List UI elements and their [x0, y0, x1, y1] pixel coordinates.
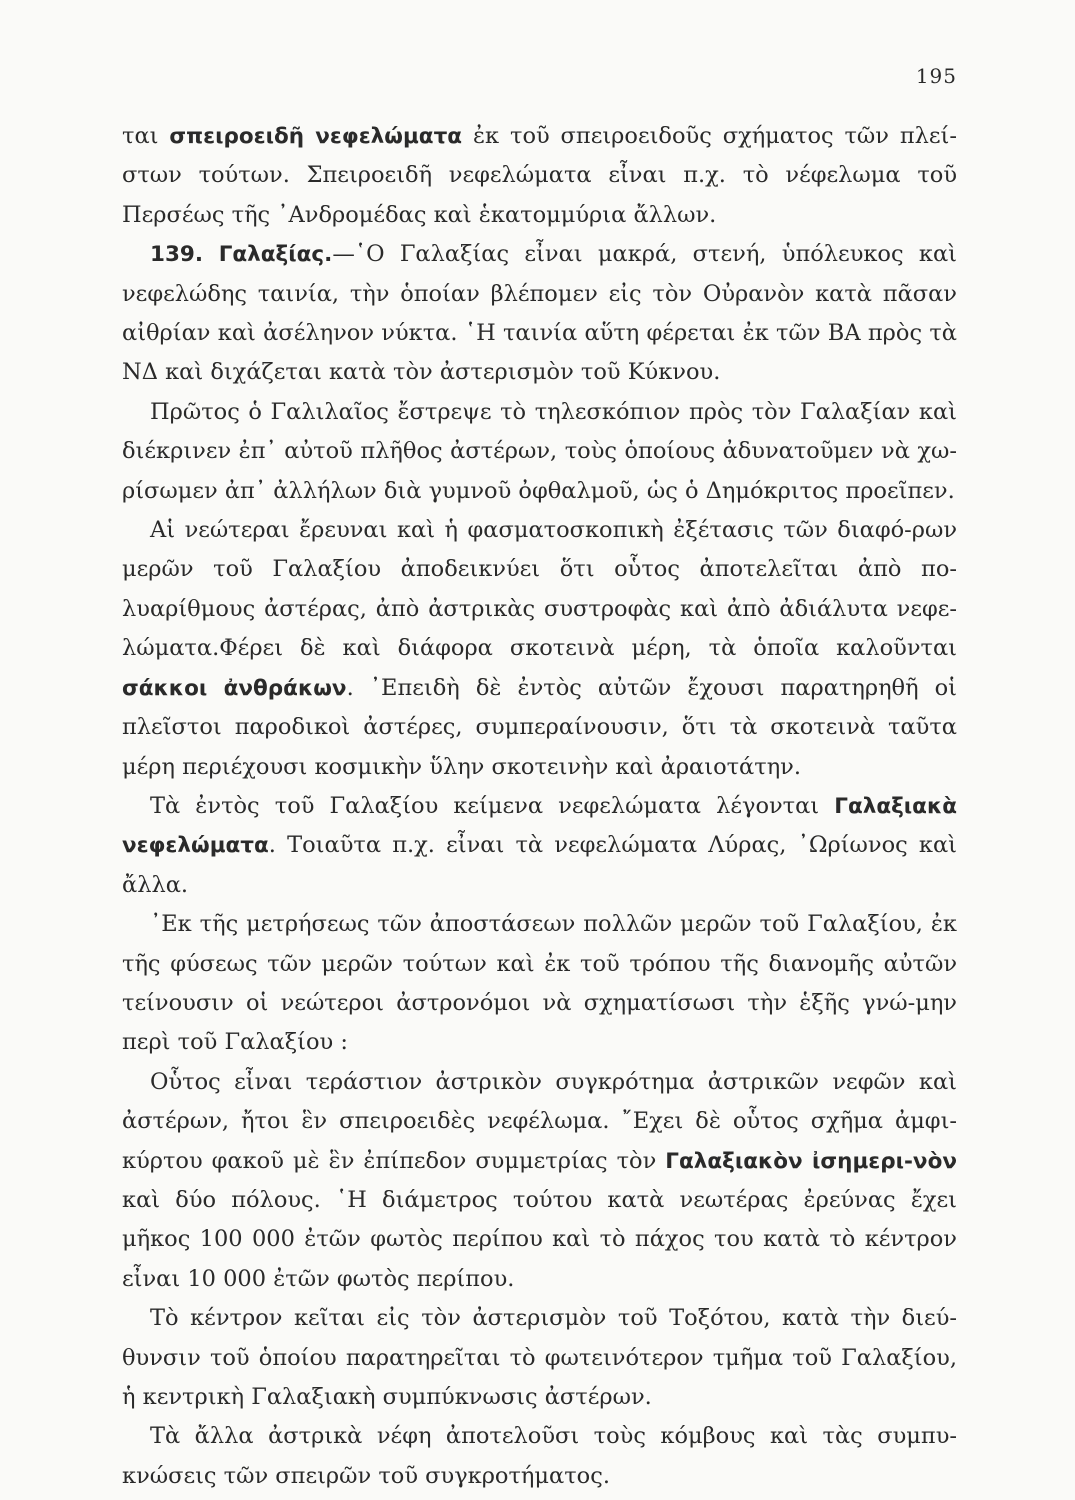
term-spiral-nebulae: σπειροειδῆ νεφελώματα [169, 124, 463, 149]
paragraph-distance-measurement [122, 905, 957, 1063]
paragraph-galileo [122, 393, 957, 511]
text-run: ται [122, 123, 170, 149]
paragraph-spiral-nebulae [122, 117, 957, 235]
text-run: καὶ δύο πόλους. ῾Η διάμετρος τούτου κατὰ νεωτέρας ἐρεύνας ἔχει μῆκος 100 000 ἐτῶν φωτὸς περίπου καὶ τὸ πάχος του κατὰ τὸ κέντρον εἶναι 10 000 ἐτῶν φωτὸς περίπου. [122, 1186, 957, 1292]
paragraph-galactic-center [122, 1299, 957, 1417]
paragraph-galactic-nebulae [122, 787, 957, 905]
section-heading-galaxy: 139. Γαλαξίας. [150, 242, 333, 268]
text-run: . ᾿Επειδὴ δὲ ἐντὸς αὐτῶν ἔχουσι παρατηρηθῆ οἱ πλεῖστοι παροδικοὶ ἀστέρες, συμπεραίνουσιν, ὅτι τὰ σκοτεινὰ ταῦτα μέρη περιέχουσι κοσμικὴν ὕλην σκοτεινὴν καὶ ἀραιοτάτην. [122, 674, 958, 780]
text-run: Τὰ ἐντὸς τοῦ Γαλαξίου κείμενα νεφελώματα λέγονται [150, 792, 835, 819]
paragraph-galaxy-structure [122, 1063, 957, 1299]
text-run: . Τοιαῦτα π.χ. εἶναι τὰ νεφελώματα Λύρας, ᾿Ωρίωνος καὶ ἄλλα. [122, 832, 957, 898]
paragraph-section-139 [122, 235, 957, 393]
text-run: ᾿Εκ τῆς μετρήσεως τῶν ἀποστάσεων πολλῶν μερῶν τοῦ Γαλαξίου, ἐκ τῆς φύσεως τῶν μερῶν τούτων καὶ ἐκ τοῦ τρόπου τῆς διανομῆς αὐτῶν τείνουσιν οἱ νεώτεροι ἀστρονόμοι νὰ σχηματίσωσι τὴν ἑξῆς γνώ-μην περὶ τοῦ Γαλαξίου : [122, 911, 957, 1056]
text-run: Τὰ ἄλλα ἀστρικὰ νέφη ἀποτελοῦσι τοὺς κόμβους καὶ τὰς συμπυ-κνώσεις τῶν σπειρῶν τοῦ συγκροτήματος. [122, 1423, 957, 1489]
text-run: Πρῶτος ὁ Γαλιλαῖος ἔστρεψε τὸ τηλεσκόπιον πρὸς τὸν Γαλαξίαν καὶ διέκρινεν ἐπ᾿ αὐτοῦ πλῆθος ἀστέρων, τοὺς ὁποίους ἀδυνατοῦμεν νὰ χω-ρίσωμεν ἀπ᾿ ἀλλήλων διὰ γυμνοῦ ὀφθαλμοῦ, ὡς ὁ Δημόκριτος προεῖπεν. [122, 398, 957, 504]
paragraph-star-clouds [122, 1417, 957, 1496]
text-run: —῾Ο Γαλαξίας εἶναι μακρά, στενή, ὑπόλευκος καὶ νεφελώδης ταινία, τὴν ὁποίαν βλέπομεν εἰς τὸν Οὐρανὸν κατὰ πᾶσαν αἰθρίαν καὶ ἀσέληνον νύκτα. ῾Η ταινία αὕτη φέρεται ἐκ τῶν ΒΑ πρὸς τὰ ΝΔ καὶ διχάζεται κατὰ τὸν ἀστερισμὸν τοῦ Κύκνου. [122, 241, 957, 386]
page-number: 195 [915, 64, 957, 88]
term-coal-sacks: σάκκοι ἀνθράκων [122, 675, 347, 701]
paragraph-recent-research [122, 511, 957, 787]
text-run: Αἱ νεώτεραι ἔρευναι καὶ ἡ φασματοσκοπικὴ ἐξέτασις τῶν διαφό-ρων μερῶν τοῦ Γαλαξίου ἀποδεικνύει ὅτι οὗτος ἀποτελεῖται ἀπὸ πο-λυαρίθμους ἀστέρας, ἀπὸ ἀστρικὰς συστροφὰς καὶ ἀπὸ ἀδιάλυτα νεφε-λώματα.Φέρει δὲ καὶ διάφορα σκοτεινὰ μέρη, τὰ ὁποῖα καλοῦνται [122, 517, 957, 662]
body-text [122, 117, 957, 1496]
text-run: Οὗτος εἶναι τεράστιον ἀστρικὸν συγκρότημα ἀστρικῶν νεφῶν καὶ ἀστέρων, ἤτοι ἓν σπειροειδὲς νεφέλωμα. ῎Εχει δὲ οὗτος σχῆμα ἀμφι-κύρτου φακοῦ μὲ ἓν ἐπίπεδον συμμετρίας τὸν [122, 1068, 957, 1174]
text-run: ἐκ τοῦ σπειροειδοῦς σχήματος τῶν πλεί-στων τούτων. Σπειροειδῆ νεφελώματα εἶναι π.χ. τὸ νέφελωμα τοῦ Περσέως τῆς ᾿Ανδρομέδας καὶ ἑκατομμύρια ἄλλων. [122, 123, 957, 228]
term-galactic-nebulae: Γαλαξιακὰ νεφελώματα [122, 793, 957, 859]
text-run: Τὸ κέντρον κεῖται εἰς τὸν ἀστερισμὸν τοῦ Τοξότου, κατὰ τὴν διεύ-θυνσιν τοῦ ὁποίου παρατηρεῖται τὸ φωτεινότερον τμῆμα τοῦ Γαλαξίου, ἡ κεντρικὴ Γαλαξιακὴ συμπύκνωσις ἀστέρων. [122, 1305, 957, 1410]
term-galactic-equator: Γαλαξιακὸν ἰσημερι-νὸν [665, 1148, 957, 1174]
